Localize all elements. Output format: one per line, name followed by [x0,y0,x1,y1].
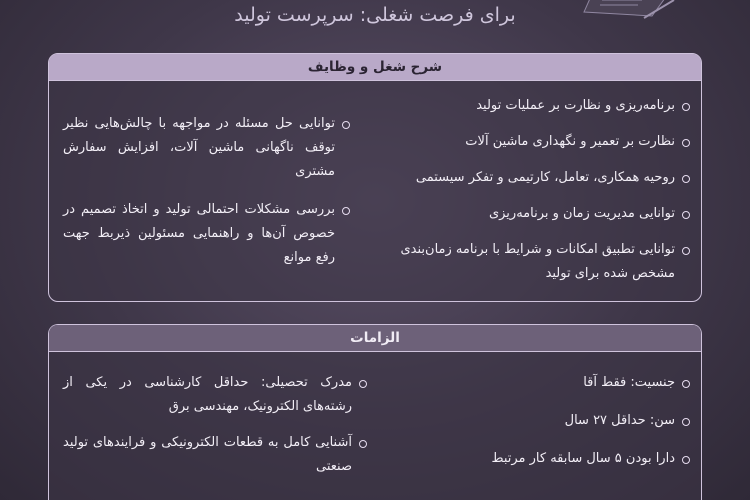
list-item: بررسی مشکلات احتمالی تولید و اتخاذ تصمیم در خصوص آن‌ها و راهنمایی مسئولین ذیربط جهت رفع موانع [63,198,351,270]
list-item: توانایی تطبیق امکانات و شرایط با برنامه زمان‌بندی مشخص شده برای تولید [386,238,691,286]
list-item: روحیه همکاری، تعامل، کارتیمی و تفکر سیستمی [386,166,691,190]
job-title: برای فرصت شغلی: سرپرست تولید [234,4,516,26]
list-item: جنسیت: فقط آقا [411,371,691,395]
list-item: برنامه‌ریزی و نظارت بر عملیات تولید [386,94,691,118]
list-item: دارا بودن ۵ سال سابقه کار مرتبط [411,447,691,471]
list-item: آشنایی کامل به قطعات الکترونیکی و فرایندهای تولید صنعتی [63,431,368,479]
list-item: توانایی حل مسئله در مواجهه با چالش‌هایی نظیر توقف ناگهانی ماشین آلات، افزایش سفارش مشتری [63,112,351,184]
requirements-panel [48,324,702,500]
requirements-right-column [411,371,691,485]
requirements-heading: الزامات [49,325,701,352]
requirements-left-column [63,371,368,491]
duties-panel [48,53,702,302]
list-item: نظارت بر تعمیر و نگهداری ماشین آلات [386,130,691,154]
duties-right-column [386,94,691,298]
list-item: مدرک تحصیلی: حداقل کارشناسی در یکی از رشته‌های الکترونیک، مهندسی برق [63,371,368,419]
list-item: سن: حداقل ۲۷ سال [411,409,691,433]
list-item: توانایی مدیریت زمان و برنامه‌ریزی [386,202,691,226]
duties-left-column [63,112,351,284]
duties-heading: شرح شغل و وظایف [49,54,701,81]
